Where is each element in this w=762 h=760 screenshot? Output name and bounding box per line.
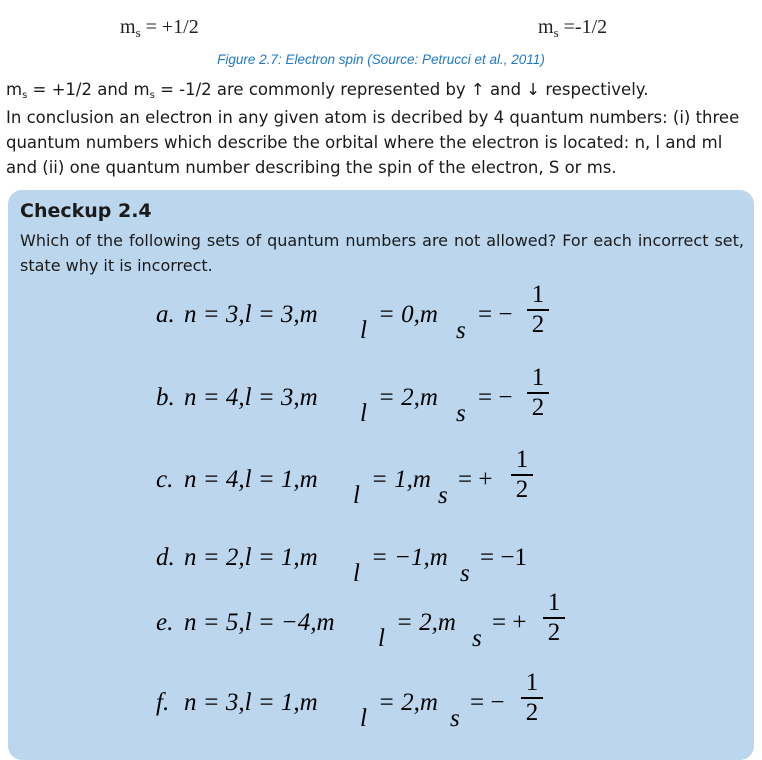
fraction-denominator: 2 xyxy=(515,475,529,503)
checkup-question: Which of the following sets of quantum numbers are not allowed? For each incorrect set, state why it is incorrect. xyxy=(20,231,744,275)
equation-sub-l: l xyxy=(360,705,367,732)
spin-up-label xyxy=(120,16,199,41)
fraction-numerator: 1 xyxy=(547,589,561,616)
equation-tail: = + xyxy=(458,466,493,493)
para1-part3: = -1/2 are commonly represented by ↑ and ↓ respectively. xyxy=(154,80,649,99)
para1-part1: m xyxy=(6,80,23,99)
fraction-denominator: 2 xyxy=(531,393,545,421)
paragraph-conclusion: In conclusion an electron in any given atom is decribed by 4 quantum numbers: (i) three quantum numbers which describe the orbital where the electron is located: n, l and ml and (ii) one quantum number describing the spin of the electron, S or ms. xyxy=(6,108,740,177)
equation-sub-s: s xyxy=(472,625,482,652)
equation-fraction xyxy=(526,364,550,422)
equation-tail: = − xyxy=(478,384,513,411)
fraction-denominator: 2 xyxy=(547,618,561,646)
equation-main: n = 5,l = −4,m xyxy=(184,609,335,636)
equation-sub-l: l xyxy=(360,317,367,344)
checkup-title: Checkup 2.4 xyxy=(20,200,152,222)
equation-sub-l: l xyxy=(378,625,385,652)
equation-sub-s: s xyxy=(450,705,460,732)
fraction-numerator: 1 xyxy=(525,669,539,696)
figure-caption: Figure 2.7: Electron spin (Source: Petrucci et al., 2011) xyxy=(217,52,545,67)
spin-down-m: m xyxy=(538,16,554,38)
equation-fraction xyxy=(510,446,534,504)
spin-down-value: =-1/2 xyxy=(558,16,608,38)
equation-main: n = 2,l = 1,m xyxy=(184,544,318,571)
spin-down-label xyxy=(538,16,607,41)
equation-sub-s: s xyxy=(456,400,466,427)
equation-tail: = − xyxy=(470,689,505,716)
equation-tail: = −1 xyxy=(480,544,527,571)
equation-label: e. xyxy=(156,609,174,636)
equation-main: n = 4,l = 3,m xyxy=(184,384,318,411)
spin-up-m: m xyxy=(120,16,136,38)
equation-label: c. xyxy=(156,466,174,493)
paragraph-spin-notation xyxy=(6,77,756,108)
equation-tail: = − xyxy=(478,301,513,328)
fraction-numerator: 1 xyxy=(531,281,545,308)
fraction-numerator: 1 xyxy=(515,446,529,473)
equation-sub-s: s xyxy=(456,317,466,344)
equation-mid: = 1,m xyxy=(371,466,431,493)
spin-up-sub: s xyxy=(135,25,141,40)
para1-sub1: s xyxy=(22,90,28,101)
checkup-box xyxy=(8,190,754,760)
equation-fraction xyxy=(520,669,544,727)
spin-down-sub: s xyxy=(553,25,559,40)
equation-main: n = 4,l = 1,m xyxy=(184,466,318,493)
equation-label: b. xyxy=(156,384,175,411)
equation-label: d. xyxy=(156,544,175,571)
equation-mid: = 0,m xyxy=(378,301,438,328)
para1-part2: = +1/2 and m xyxy=(27,80,150,99)
equation-main: n = 3,l = 1,m xyxy=(184,689,318,716)
fraction-numerator: 1 xyxy=(531,364,545,391)
equation-sub-l: l xyxy=(353,482,360,509)
equation-mid: = 2,m xyxy=(378,384,438,411)
equation-label: a. xyxy=(156,301,175,328)
equation-sub-l: l xyxy=(360,400,367,427)
equation-fraction xyxy=(542,589,566,647)
fraction-denominator: 2 xyxy=(531,310,545,338)
equation-mid: = 2,m xyxy=(396,609,456,636)
spin-up-value: = +1/2 xyxy=(140,16,199,38)
equation-tail: = + xyxy=(492,609,527,636)
equation-mid: = −1,m xyxy=(371,544,448,571)
para1-sub2: s xyxy=(149,90,155,101)
equation-mid: = 2,m xyxy=(378,689,438,716)
equation-sub-l: l xyxy=(353,560,360,587)
equation-main: n = 3,l = 3,m xyxy=(184,301,318,328)
fraction-denominator: 2 xyxy=(525,698,539,726)
equation-sub-s: s xyxy=(460,560,470,587)
equation-label: f. xyxy=(156,689,170,716)
equation-sub-s: s xyxy=(438,482,448,509)
equation-fraction xyxy=(526,281,550,339)
